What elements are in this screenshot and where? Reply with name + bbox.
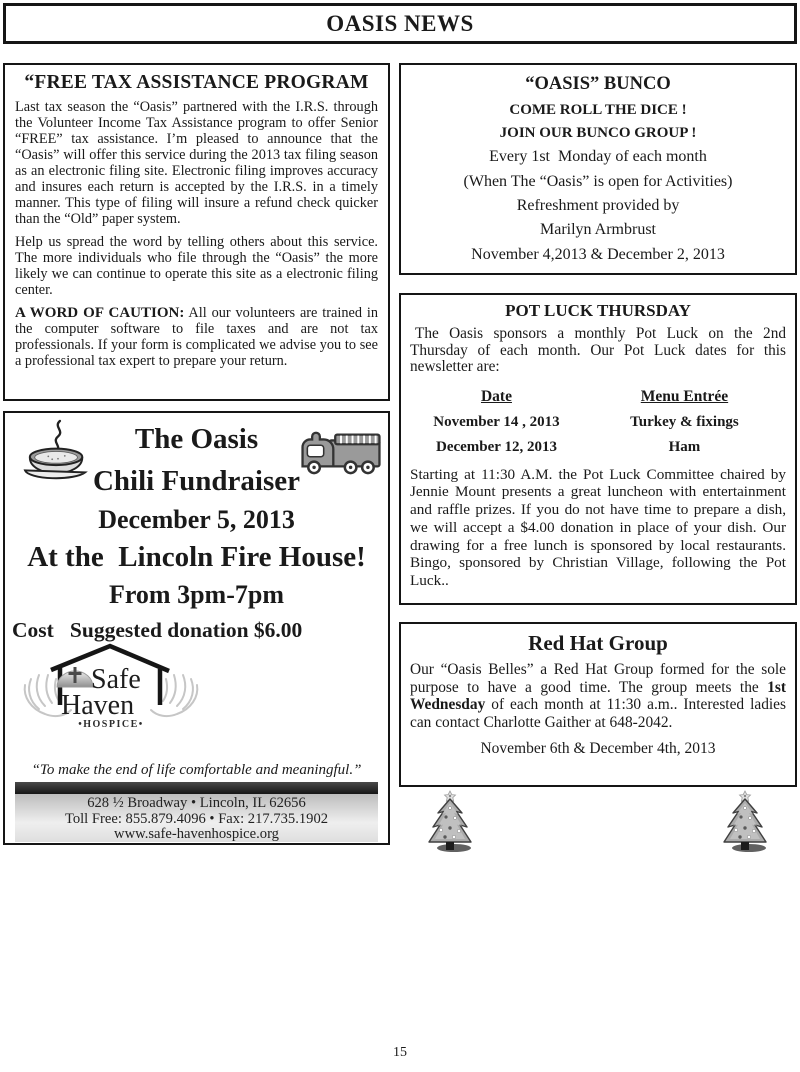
tax-program-title: “FREE TAX ASSISTANCE PROGRAM: [24, 72, 369, 93]
page-number: 15: [393, 1045, 407, 1060]
potluck-details: Starting at 11:30 A.M. the Pot Luck Committee chaired by Jennie Mount presents a great luncheon with entertainment and raffle prizes. If you do not have time to prepare a dish, we will accept a $4.00 donation in place of your dish. Our drawing for a free lunch is sponsored by local restaurants. Bingo, sponsored by Christian Village, following the Pot Luck..: [410, 465, 786, 590]
potluck-title: POT LUCK THURSDAY: [505, 301, 691, 320]
page-header: [3, 3, 797, 44]
redhat-section: [399, 622, 797, 787]
bunco-schedule: Every 1st Monday of each month: [489, 148, 707, 166]
column-header-menu: Menu Entrée: [640, 387, 729, 405]
logo-text-safe: Safe: [91, 664, 141, 695]
redhat-bold: 1st Wednesday: [410, 678, 786, 714]
safe-haven-quote: “To make the end of life comfortable and meaningful.”: [31, 762, 362, 778]
chili-location: At the Lincoln Fire House!: [27, 541, 366, 573]
tax-paragraph-1: Last tax season the “Oasis” partnered with the I.R.S. through the Volunteer Income Tax Assistance program to offer Senior “FREE” tax assistance. I’m pleased to announce that the “Oasis” will offer this service during the 2013 tax filing season as an electronic filing site. Electronic filing improves accuracy and insures each return is accepted by the I.R.S. in a timely manner. This type of filing will insure a refund check quicker than the “Old” paper system.: [15, 99, 378, 227]
bunco-subtitle-1: COME ROLL THE DICE !: [509, 101, 687, 118]
caution-text: All our volunteers are trained in the computer software to file taxes and are not tax professionals. If your form is complicated we advise you to see a professional tax expert to prepare your return.: [15, 305, 378, 369]
chili-fundraiser-section: [3, 411, 390, 845]
chili-date: December 5, 2013: [98, 505, 295, 534]
page-title: OASIS NEWS: [326, 10, 474, 36]
column-header-date: Date: [480, 387, 512, 405]
address-band-divider: [15, 782, 378, 794]
safe-haven-logo: [19, 641, 203, 741]
redhat-paragraph: Our “Oasis Belles” a Red Hat Group formed for the sole purpose to have a good time. The group meets the 1st Wednesday of each month at 11:30 a.m.. Interested ladies can contact Charlotte Gaither at 648-2042.: [410, 661, 786, 731]
bunco-host: Marilyn Armbrust: [540, 221, 656, 239]
logo-text-haven: Haven: [61, 690, 135, 721]
table-row: [410, 410, 786, 435]
address-band: [15, 794, 378, 842]
safe-haven-phone-fax: Toll Free: 855.879.4096 • Fax: 217.735.1902: [64, 810, 329, 827]
table-row: [410, 435, 786, 460]
potluck-section: [399, 293, 797, 605]
chili-cost: Cost Suggested donation $6.00: [12, 618, 303, 642]
redhat-title: Red Hat Group: [528, 631, 668, 655]
cell-menu: Turkey & fixings: [630, 413, 739, 430]
tax-paragraph-2: Help us spread the word by telling others about this service. The more individuals who file through the “Oasis” the more likely we can continue to operate this site as a electronic filing center.: [15, 234, 378, 298]
bunco-dates: November 4,2013 & December 2, 2013: [471, 245, 725, 263]
bunco-condition: (When The “Oasis” is open for Activities): [463, 172, 733, 190]
cell-menu: Ham: [668, 438, 701, 455]
christmas-tree-icon: [424, 790, 476, 854]
chili-title-line1: The Oasis: [134, 423, 259, 455]
tax-program-section: [3, 63, 390, 401]
safe-haven-website: www.safe-havenhospice.org: [114, 826, 279, 843]
cell-date: December 12, 2013: [436, 438, 557, 455]
potluck-table-header: [410, 384, 786, 410]
bunco-refreshment: Refreshment provided by: [516, 197, 680, 215]
redhat-dates: November 6th & December 4th, 2013: [480, 740, 716, 758]
tax-paragraph-caution: [15, 305, 378, 369]
potluck-intro: The Oasis sponsors a monthly Pot Luck on the 2nd Thursday of each month. Our Pot Luck dates for this newsletter are:: [410, 325, 786, 375]
logo-text-hospice: •HOSPICE•: [78, 719, 144, 730]
cell-date: November 14 , 2013: [433, 413, 560, 430]
bunco-title: “OASIS” BUNCO: [525, 74, 671, 95]
christmas-tree-icon: [719, 790, 771, 854]
potluck-table: [410, 384, 786, 460]
chili-time: From 3pm-7pm: [108, 580, 284, 609]
bunco-section: [399, 63, 797, 275]
bunco-subtitle-2: JOIN OUR BUNCO GROUP !: [499, 124, 697, 141]
chili-title-line2: Chili Fundraiser: [92, 465, 301, 497]
safe-haven-address: 628 ½ Broadway • Lincoln, IL 62656: [87, 795, 306, 811]
caution-label: A WORD OF CAUTION:: [15, 305, 185, 321]
